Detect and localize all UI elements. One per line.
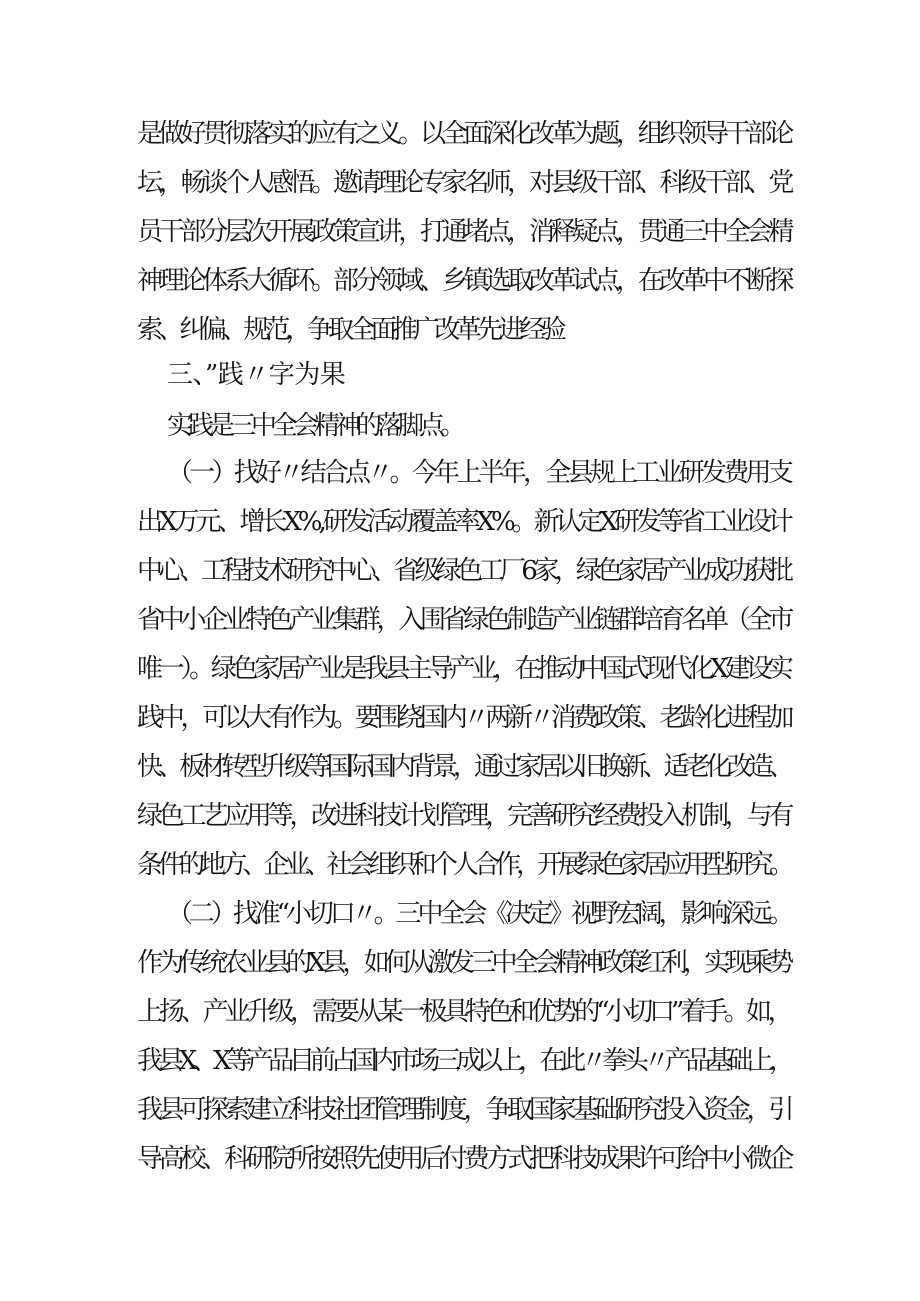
text-line-20: 我县X、X等产品目前占国内市场三成以上，在此〃拳头〃产品基础上， <box>137 1046 790 1076</box>
text-line-17: （二）找准“小切口〃。三中全会《决定》视野宏阔，影响深远。 <box>167 899 791 929</box>
text-line-4: 神理论体系大循环。部分领域、乡镇选取改革试点，在改革中不断探 <box>137 266 791 296</box>
text-line-22: 导高校、科研院所按照先使用后付费方式把科技成果许可给中小微企 <box>137 1144 791 1174</box>
text-line-15: 绿色工艺应用等，改进科技计划管理，完善研究经费投入机制，与有 <box>137 801 791 831</box>
text-line-16: 条件的地方、企业、社会组织和个人合作，开展绿色家居应用型研究。 <box>137 850 790 880</box>
text-line-14: 快、板材转型升级等国际国内背景，通过家居以旧换新、适老化改造、 <box>137 752 790 782</box>
text-line-10: 中心、工程技术研究中心、省级绿色工厂6家，绿色家居产业成功获批 <box>137 556 790 586</box>
text-line-12: 唯一）。绿色家居产业是我县主导产业，在推动中国式现代化X建设实 <box>137 654 790 684</box>
text-line-7: 实践是三中全会精神的落脚点。 <box>167 411 462 441</box>
text-line-11: 省中小企业特色产业集群，入围省绿色制造产业链群培育名单（全市 <box>137 605 791 635</box>
text-line-19: 上扬、产业升级，需要从某一极具特色和优势的“小切口”着手。如， <box>137 997 790 1027</box>
text-line-3: 员干部分层次开展政策宣讲，打通堵点，消释疑点，贯通三中全会精 <box>137 217 791 247</box>
text-line-2: 坛，畅谈个人感悟。邀请理论专家名师，对县级干部、科级干部、党 <box>137 168 791 198</box>
text-line-5: 索、纠偏、规范，争取全面推广改革先进经验 <box>137 315 563 345</box>
text-line-18: 作为传统农业县的X县，如何从激发三中全会精神政策红利，实现乘势 <box>137 948 790 978</box>
text-line-9: 出X万元、增长X%,研发活动覆盖率X%。新认定X研发等省工业设计 <box>137 507 790 537</box>
section-heading: 三、”践〃字为果 <box>167 360 346 390</box>
text-line-13: 践中，可以大有作为。要围绕国内〃两新〃消费政策、老龄化进程加 <box>137 703 791 733</box>
text-line-8: （一）找好〃结合点〃。今年上半年，全县规上工业研发费用支 <box>167 458 791 488</box>
text-line-21: 我县可探索建立科技社团管理制度，争取国家基础研究投入资金，引 <box>137 1095 791 1125</box>
text-line-1: 是做好贯彻落实的应有之义。以全面深化改革为题，组织领导干部论 <box>137 119 791 149</box>
